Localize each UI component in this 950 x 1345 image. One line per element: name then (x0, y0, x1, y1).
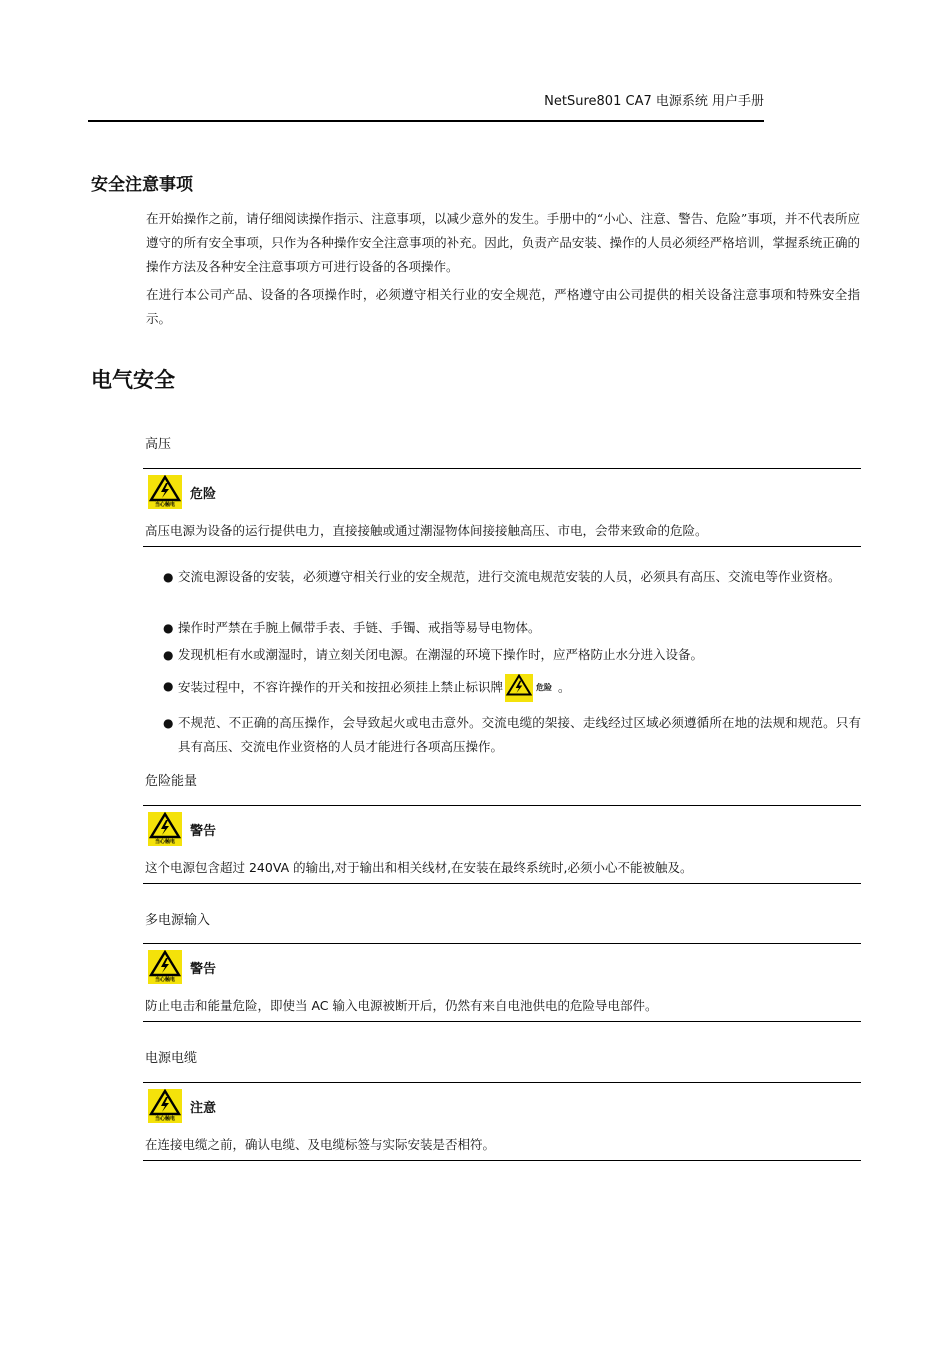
warning-text: 这个电源包含超过 240VA 的输出,对于输出和相关线材,在安装在最终系统时,必须小心不能被触及。 (145, 860, 693, 875)
danger-sign: 危险 (505, 674, 552, 702)
caution-text: 在连接电缆之前，确认电缆、及电缆标签与实际安装是否相符。 (145, 1137, 496, 1152)
list-item: ● 不规范、不正确的高压操作，会导致起火或电击意外。交流电缆的架接、走线经过区域必须遵循所在地的法规和规范。只有具有高压、交流电作业资格的人员才能进行各项高压操作。 (163, 715, 861, 754)
warning-title: 警告 (190, 961, 217, 977)
warning-text: 防止电击和能量危险，即使当 AC 输入电源被断开后，仍然有来自电池供电的危险导电部件。 (145, 998, 658, 1013)
section-title-safety: 安全注意事项 (91, 175, 193, 195)
electric-shock-warning-icon: 当心触电 (148, 475, 182, 509)
safety-paragraph-2: 在进行本公司产品、设备的各项操作时，必须遵守相关行业的安全规范，严格遵守由公司提供的相关设备注意事项和特殊安全指示。 (146, 287, 860, 326)
list-item: ● 操作时严禁在手腕上佩带手表、手链、手镯、戒指等易导电物体。 (163, 620, 541, 635)
danger-text: 高压电源为设备的运行提供电力，直接接触或通过潮湿物体间接接触高压、市电，会带来致命的危险。 (145, 523, 708, 538)
electric-shock-warning-icon: 当心触电 (148, 812, 182, 846)
warning-box-energy (143, 805, 861, 884)
caution-title: 注意 (190, 1100, 217, 1116)
subtitle-power-cable: 电源电缆 (145, 1051, 198, 1066)
list-item: ● 交流电源设备的安装，必须遵守相关行业的安全规范，进行交流电规范安装的人员，必须具有高压、交流电等作业资格。 (163, 569, 841, 584)
danger-box (143, 468, 861, 547)
warning-title: 警告 (190, 823, 217, 839)
electric-shock-warning-icon: 当心触电 (148, 950, 182, 984)
electric-shock-warning-icon (505, 674, 533, 702)
list-item-sign: ● 安装过程中，不容许操作的开关和按扭必须挂上禁止标识牌 危险 。 (163, 674, 861, 702)
caution-box (143, 1082, 861, 1161)
running-header: NetSure801 CA7 电源系统 用户手册 (544, 94, 764, 109)
warning-box-multi-input (143, 943, 861, 1022)
subtitle-multi-input: 多电源输入 (145, 913, 211, 928)
electric-shock-warning-icon: 当心触电 (148, 1089, 182, 1123)
subtitle-high-voltage: 高压 (145, 437, 172, 452)
section-title-electrical: 电气安全 (91, 368, 175, 392)
safety-paragraph-1: 在开始操作之前，请仔细阅读操作指示、注意事项，以减少意外的发生。手册中的“小心、注意、警告、危险”事项，并不代表所应遵守的所有安全事项，只作为各种操作安全注意事项的补充。因此，负责产品安装、操作的人员必须经严格培训，掌握系统正确的操作方法及各种安全注意事项方可进行设备的各项操作。 (146, 211, 860, 274)
header-rule (88, 120, 764, 122)
list-item: ● 发现机柜有水或潮湿时，请立刻关闭电源。在潮湿的环境下操作时，应严格防止水分进入设备。 (163, 647, 704, 662)
danger-title: 危险 (190, 486, 217, 502)
subtitle-hazardous-energy: 危险能量 (145, 774, 198, 789)
